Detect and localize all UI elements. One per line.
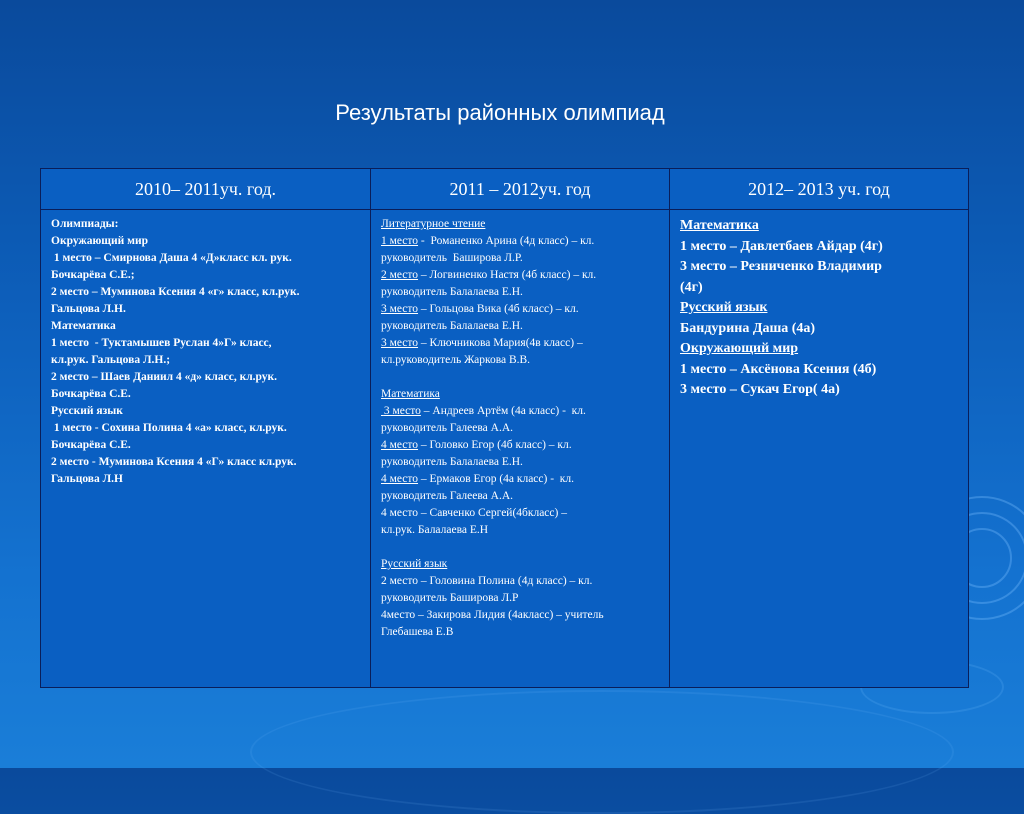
result-line: 3 место – Андреев Артём (4а класс) - кл. — [381, 405, 586, 417]
result-line: 2 место – Шаев Даниил 4 «д» класс, кл.рук. — [51, 371, 278, 383]
result-line: 3 место – Гольцова Вика (4б класс) – кл. — [381, 303, 579, 315]
results-table — [40, 168, 969, 688]
page-title: Результаты районных олимпиад — [335, 100, 665, 125]
result-line: руководитель Балалаева Е.Н. — [381, 286, 523, 298]
header-2011-2012: 2011 – 2012уч. год — [371, 169, 670, 210]
result-line: Окружающий мир — [51, 235, 148, 247]
result-line: кл.рук. Балалаева Е.Н — [381, 524, 489, 536]
result-line: Русский язык — [381, 558, 448, 570]
result-line: 3 место – Ключникова Мария(4в класс) – — [381, 337, 583, 349]
result-line: 3 место – Резниченко Владимир — [680, 259, 882, 274]
result-line — [381, 539, 659, 556]
result-line: Гальцова Л.Н. — [51, 303, 126, 315]
result-line: 1 место – Давлетбаев Айдар (4г) — [680, 238, 883, 254]
result-line: Математика — [680, 218, 759, 233]
cell-2010-2011 — [41, 210, 371, 688]
result-line: руководитель Галеева А.А. — [381, 422, 513, 434]
result-line: руководитель Балалаева Е.Н. — [381, 456, 523, 468]
result-line: Глебашева Е.В — [381, 626, 454, 638]
result-line: 2 место – Головина Полина (4д класс) – кл. — [381, 575, 593, 587]
result-line: 4 место – Ермаков Егор (4а класс) - кл. — [381, 473, 575, 485]
result-line: 4 место – Головко Егор (4б класс) – кл. — [381, 439, 572, 451]
result-line: 4 место – Савченко Сергей(4бкласс) – — [381, 507, 567, 519]
result-line: 1 место - Туктамышев Руслан 4»Г» класс, — [51, 337, 272, 349]
result-line: 2 место - Муминова Ксения 4 «Г» класс кл.рук. — [51, 456, 297, 468]
result-line: (4г) — [680, 279, 703, 295]
ripple-decoration — [250, 690, 954, 814]
result-line: Бандурина Даша (4а) — [680, 320, 816, 336]
result-line — [381, 369, 659, 386]
cell-2011-2012 — [371, 210, 670, 688]
table-header-row — [41, 169, 969, 210]
result-line: руководитель Галеева А.А. — [381, 490, 513, 502]
result-line: Бочкарёва С.Е. — [51, 439, 131, 451]
result-line: Олимпиады: — [51, 218, 119, 230]
result-line: Математика — [51, 320, 116, 332]
result-line: 1 место - Сохина Полина 4 «а» класс, кл.рук. — [51, 422, 287, 434]
result-line: кл.руководитель Жаркова В.В. — [381, 354, 531, 366]
result-line: 4место – Закирова Лидия (4акласс) – учитель — [381, 609, 604, 621]
table-body-row — [41, 210, 969, 688]
result-line: Русский язык — [51, 405, 123, 417]
result-line: Гальцова Л.Н — [51, 473, 124, 485]
result-line: 2 место – Муминова Ксения 4 «г» класс, кл.рук. — [51, 286, 300, 298]
header-2012-2013: 2012– 2013 уч. год — [670, 169, 969, 210]
result-line: 2 место – Логвиненко Настя (4б класс) – кл. — [381, 269, 597, 281]
result-line: Литературное чтение — [381, 218, 486, 230]
header-2010-2011: 2010– 2011уч. год. — [41, 169, 371, 210]
result-line: 3 место – Сукач Егор( 4а) — [680, 382, 840, 397]
result-line: руководитель Балалаева Е.Н. — [381, 320, 523, 332]
result-line: Бочкарёва С.Е.; — [51, 269, 135, 281]
cell-2012-2013 — [670, 210, 969, 688]
result-line: руководитель Баширова Л.Р. — [381, 252, 523, 264]
result-line: руководитель Баширова Л.Р — [381, 592, 519, 604]
result-line: Русский язык — [680, 300, 768, 315]
result-line: Математика — [381, 388, 440, 400]
result-line: Окружающий мир — [680, 341, 799, 356]
result-line: кл.рук. Гальцова Л.Н.; — [51, 354, 171, 366]
result-line: 1 место – Аксёнова Ксения (4б) — [680, 361, 877, 377]
result-line: 1 место – Смирнова Даша 4 «Д»класс кл. рук. — [51, 252, 292, 264]
result-line: 1 место - Романенко Арина (4д класс) – кл. — [381, 235, 595, 247]
result-line: Бочкарёва С.Е. — [51, 388, 131, 400]
